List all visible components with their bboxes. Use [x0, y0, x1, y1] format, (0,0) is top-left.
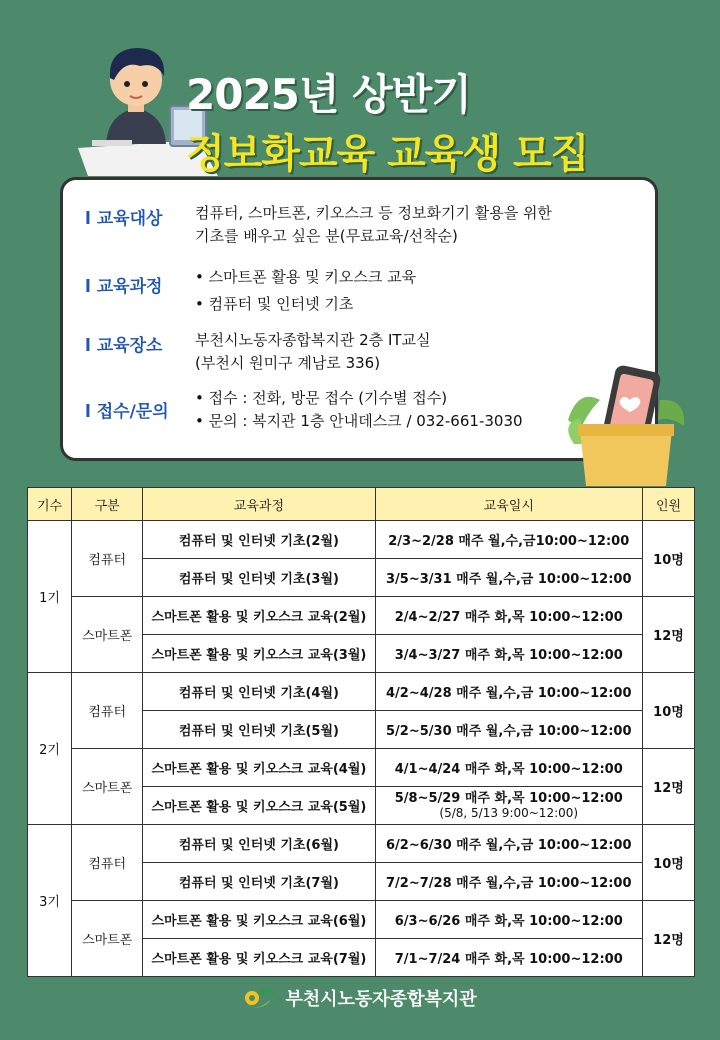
phone-box-illustration: [560, 360, 690, 488]
capacity-cell: 10명: [643, 521, 695, 597]
category-cell: 스마트폰: [72, 749, 143, 825]
schedule-cell: 7/2~7/28 매주 월,수,금 10:00~12:00: [375, 863, 642, 901]
info-target-line: 컴퓨터, 스마트폰, 키오스크 등 정보화기기 활용을 위한: [195, 204, 552, 222]
page-title-line2: 정보화교육 교육생 모집: [186, 131, 589, 177]
schedule-cell: 4/2~4/28 매주 월,수,금 10:00~12:00: [375, 673, 642, 711]
schedule-text: 5/8~5/29 매주 화,목 10:00~12:00: [394, 790, 623, 806]
course-cell: 스마트폰 활용 및 키오스크 교육(4월): [143, 749, 375, 787]
table-row: [28, 901, 695, 939]
info-place-line: (부천시 원미구 계남로 336): [195, 354, 381, 372]
capacity-cell: 12명: [643, 749, 695, 825]
capacity-cell: 10명: [643, 673, 695, 749]
course-cell: 스마트폰 활용 및 키오스크 교육(2월): [143, 597, 375, 635]
table-header-row: [28, 488, 695, 521]
capacity-cell: 12명: [643, 901, 695, 977]
info-place-label: l 교육장소: [85, 336, 163, 356]
course-cell: 스마트폰 활용 및 키오스크 교육(7월): [143, 939, 375, 977]
course-cell: 스마트폰 활용 및 키오스크 교육(5월): [143, 787, 375, 825]
info-target: [85, 202, 625, 248]
info-course-line: • 스마트폰 활용 및 키오스크 교육: [195, 268, 417, 286]
schedule-cell: [375, 787, 642, 825]
capacity-cell: 12명: [643, 597, 695, 673]
info-course-line: • 컴퓨터 및 인터넷 기초: [195, 295, 354, 313]
term-cell: 2기: [28, 673, 72, 825]
table-row: [28, 749, 695, 787]
category-cell: 컴퓨터: [72, 825, 143, 901]
category-cell: 스마트폰: [72, 901, 143, 977]
info-contact-line: • 접수 : 전화, 방문 접수 (기수별 접수): [195, 389, 448, 407]
course-cell: 스마트폰 활용 및 키오스크 교육(3월): [143, 635, 375, 673]
schedule-cell: 3/5~3/31 매주 월,수,금 10:00~12:00: [375, 559, 642, 597]
info-contact-label: l 접수/문의: [85, 402, 169, 422]
schedule-cell: 6/3~6/26 매주 화,목 10:00~12:00: [375, 901, 642, 939]
table-row: [28, 597, 695, 635]
info-place: [85, 329, 625, 375]
info-target-label: l 교육대상: [85, 209, 163, 229]
category-cell: 컴퓨터: [72, 521, 143, 597]
info-course: [85, 264, 625, 318]
course-cell: 컴퓨터 및 인터넷 기초(6월): [143, 825, 375, 863]
schedule-table: [27, 487, 695, 977]
info-contact-line: • 문의 : 복지관 1층 안내데스크 / 032-661-3030: [195, 412, 523, 430]
header-schedule: 교육일시: [375, 488, 642, 521]
info-target-line: 기초를 배우고 싶은 분(무료교육/선착순): [195, 227, 458, 245]
info-contact: [85, 387, 625, 433]
category-cell: 컴퓨터: [72, 673, 143, 749]
course-cell: 컴퓨터 및 인터넷 기초(2월): [143, 521, 375, 559]
info-place-line: 부천시노동자종합복지관 2층 IT교실: [195, 331, 431, 349]
schedule-cell: 2/4~2/27 매주 화,목 10:00~12:00: [375, 597, 642, 635]
org-name: 부천시노동자종합복지관: [285, 989, 477, 1010]
category-cell: 스마트폰: [72, 597, 143, 673]
org-logo-icon: [243, 985, 277, 1011]
table-row: [28, 521, 695, 559]
course-cell: 컴퓨터 및 인터넷 기초(4월): [143, 673, 375, 711]
header-term: 기수: [28, 488, 72, 521]
header-course: 교육과정: [143, 488, 375, 521]
schedule-cell: 6/2~6/30 매주 월,수,금 10:00~12:00: [375, 825, 642, 863]
course-cell: 스마트폰 활용 및 키오스크 교육(6월): [143, 901, 375, 939]
course-cell: 컴퓨터 및 인터넷 기초(5월): [143, 711, 375, 749]
schedule-note: (5/8, 5/13 9:00~12:00): [439, 805, 579, 820]
table-row: [28, 825, 695, 863]
term-cell: 1기: [28, 521, 72, 673]
capacity-cell: 10명: [643, 825, 695, 901]
schedule-cell: 4/1~4/24 매주 화,목 10:00~12:00: [375, 749, 642, 787]
info-course-label: l 교육과정: [85, 277, 163, 297]
course-cell: 컴퓨터 및 인터넷 기초(3월): [143, 559, 375, 597]
footer: [0, 985, 720, 1011]
page-title-line1: 2025년 상반기: [186, 70, 471, 119]
header-capacity: 인원: [643, 488, 695, 521]
schedule-cell: 7/1~7/24 매주 화,목 10:00~12:00: [375, 939, 642, 977]
schedule-cell: 3/4~3/27 매주 화,목 10:00~12:00: [375, 635, 642, 673]
header-category: 구분: [72, 488, 143, 521]
course-cell: 컴퓨터 및 인터넷 기초(7월): [143, 863, 375, 901]
schedule-cell: 5/2~5/30 매주 월,수,금 10:00~12:00: [375, 711, 642, 749]
schedule-cell: 2/3~2/28 매주 월,수,금10:00~12:00: [375, 521, 642, 559]
table-row: [28, 673, 695, 711]
term-cell: 3기: [28, 825, 72, 977]
